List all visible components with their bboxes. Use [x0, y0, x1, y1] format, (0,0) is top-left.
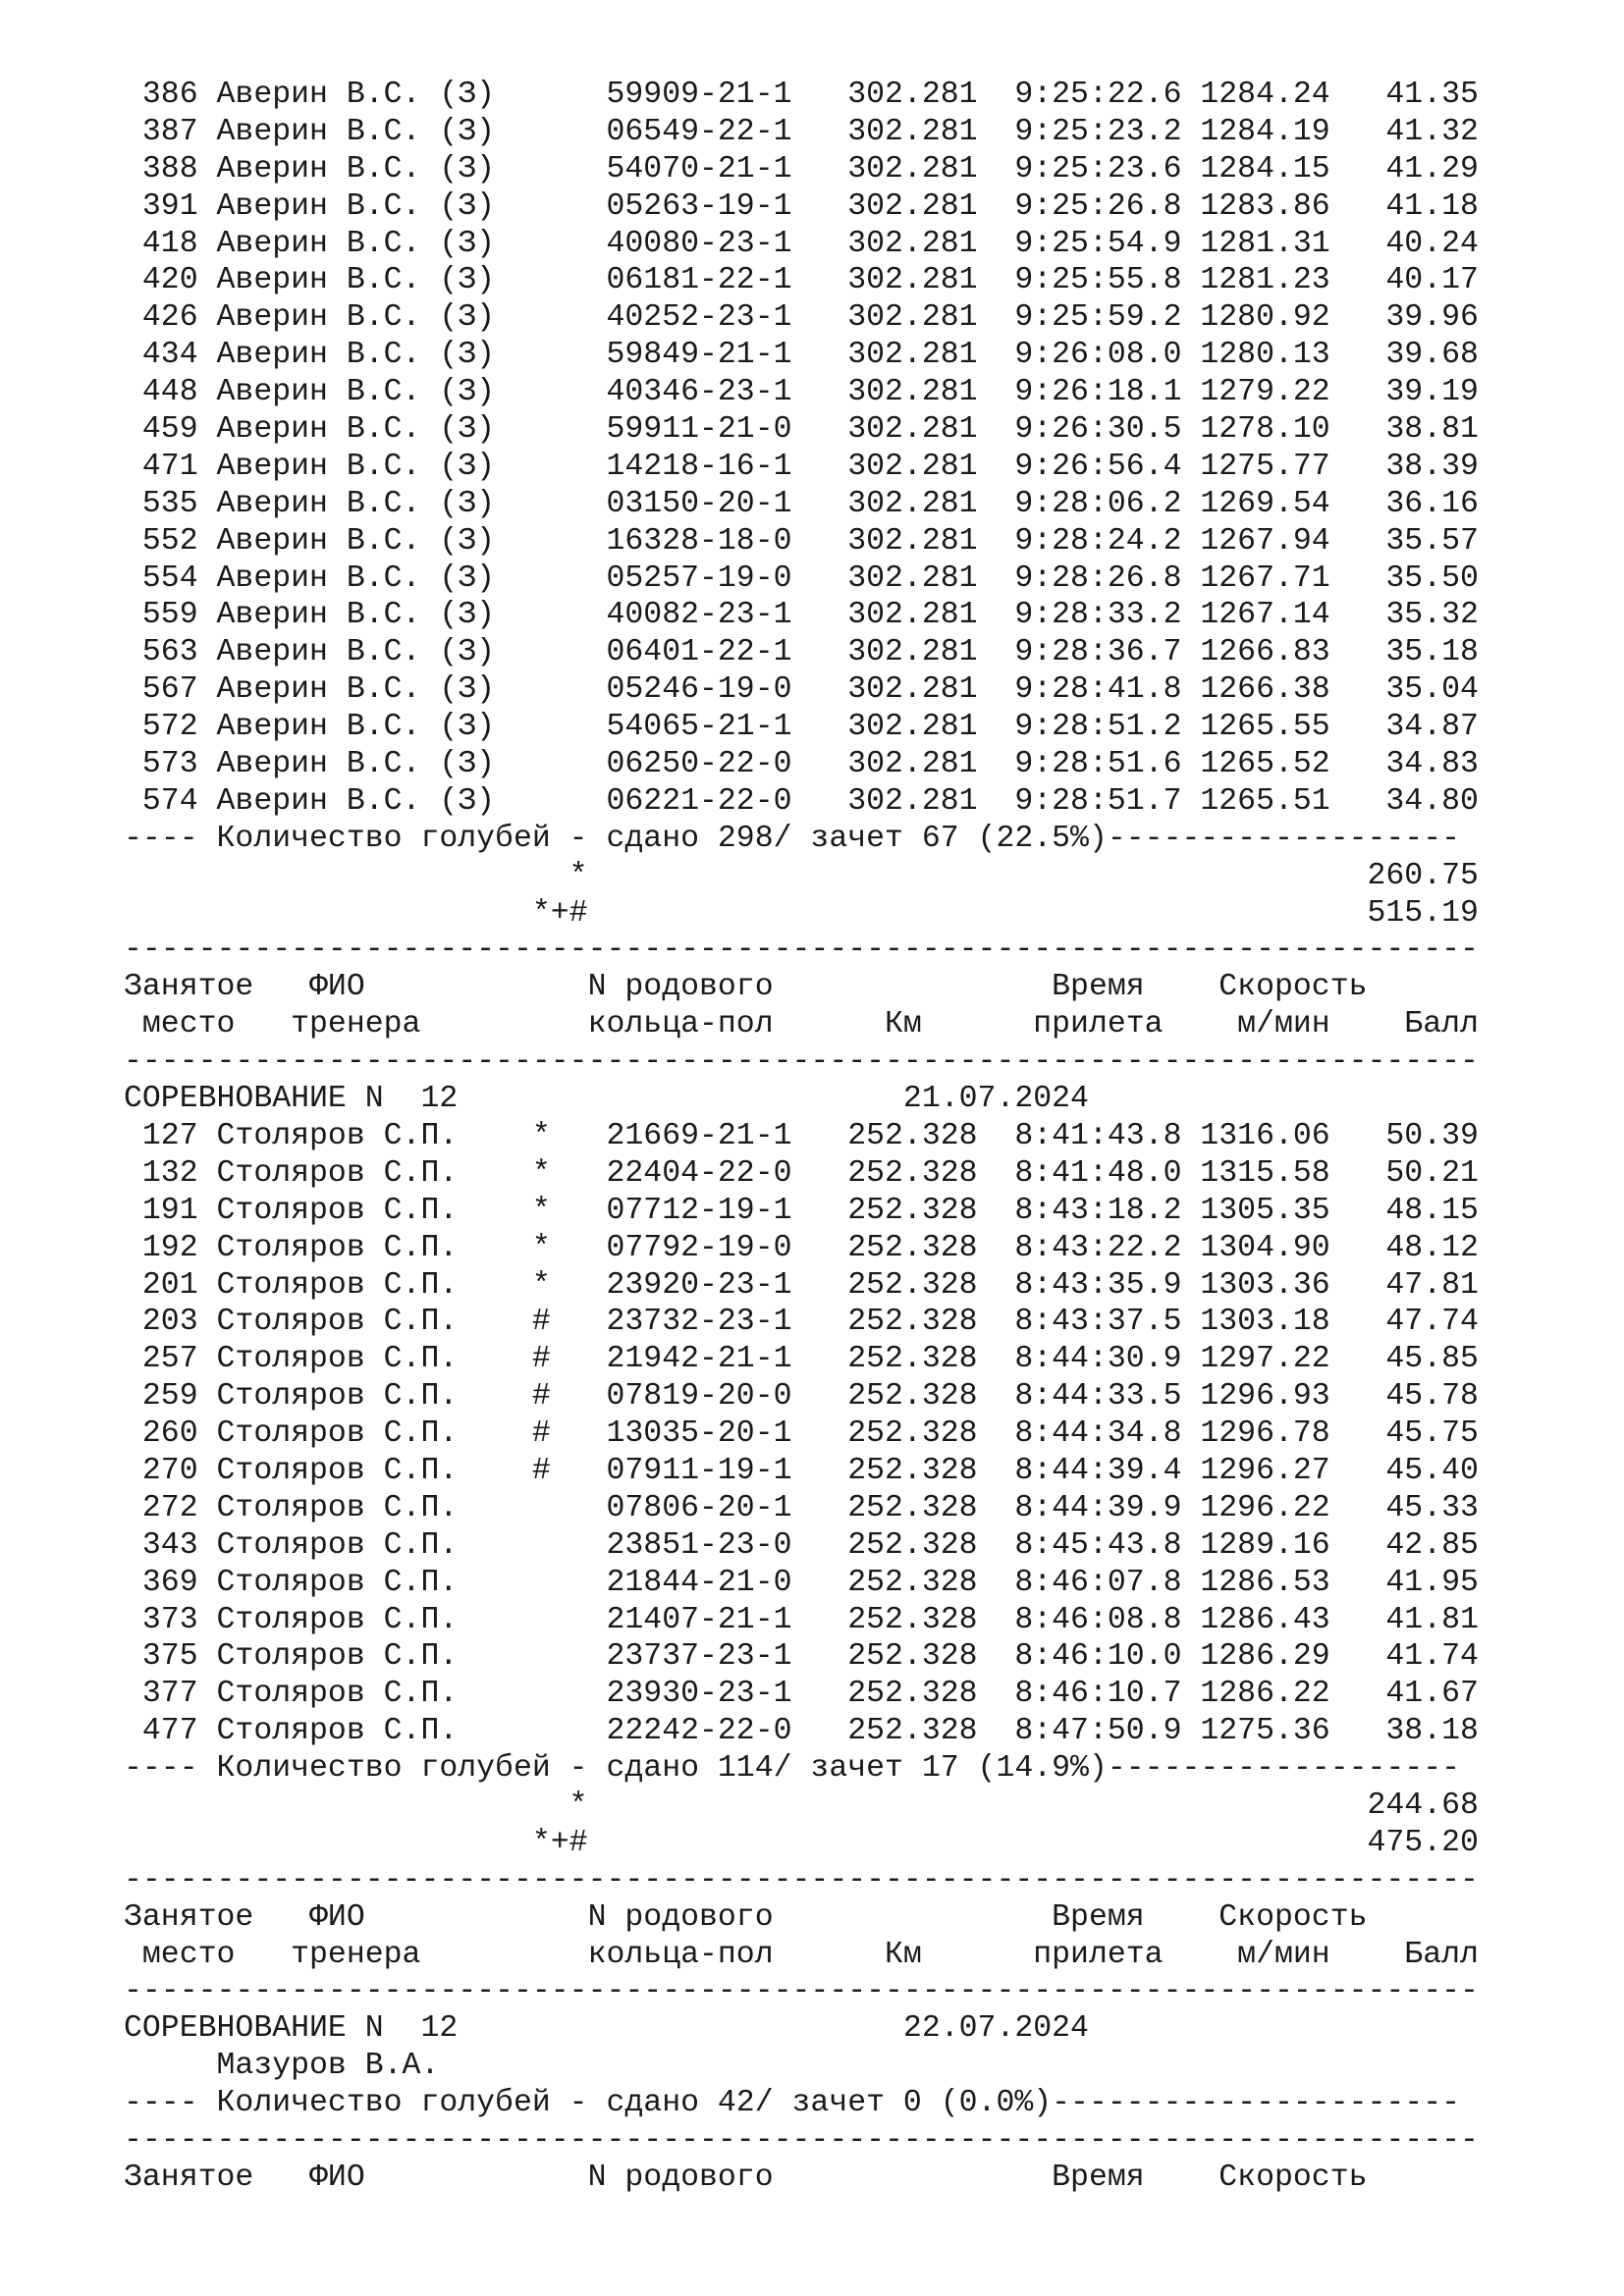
table-row: 259 Столяров С.П. # 07819-20-0 252.328 8:44:33.5 1296.93 45.78: [124, 1379, 1479, 1415]
table-row: 201 Столяров С.П. * 23920-23-1 252.328 8:43:35.9 1303.36 47.81: [124, 1267, 1479, 1303]
column-header: Занятое ФИО N родового Время Скорость: [124, 2160, 1368, 2195]
table-row: 477 Столяров С.П. 22242-22-0 252.328 8:47:50.9 1275.36 38.18: [124, 1714, 1479, 1749]
table-row: 375 Столяров С.П. 23737-23-1 252.328 8:46:10.0 1286.29 41.74: [124, 1639, 1479, 1675]
table-row: 260 Столяров С.П. # 13035-20-1 252.328 8:44:34.8 1296.78 45.75: [124, 1416, 1479, 1452]
table-row: 386 Аверин В.С. (З) 59909-21-1 302.281 9:25:22.6 1284.24 41.35: [124, 78, 1479, 112]
total-line: *+# 475.20: [124, 1825, 1479, 1860]
table-row: 391 Аверин В.С. (З) 05263-19-1 302.281 9:25:26.8 1283.86 41.18: [124, 188, 1479, 224]
divider: -------------------------------------------------------------------------: [124, 2122, 1479, 2158]
table-row: 388 Аверин В.С. (З) 54070-21-1 302.281 9:25:23.6 1284.15 41.29: [124, 151, 1479, 187]
total-line: * 244.68: [124, 1788, 1479, 1823]
table-row: 418 Аверин В.С. (З) 40080-23-1 302.281 9:25:54.9 1281.31 40.24: [124, 226, 1479, 261]
table-row: 387 Аверин В.С. (З) 06549-22-1 302.281 9:25:23.2 1284.19 41.32: [124, 114, 1479, 149]
table-row: 448 Аверин В.С. (З) 40346-23-1 302.281 9:26:18.1 1279.22 39.19: [124, 375, 1479, 410]
table-row: 203 Столяров С.П. # 23732-23-1 252.328 8:43:37.5 1303.18 47.74: [124, 1305, 1479, 1340]
column-header: Занятое ФИО N родового Время Скорость: [124, 970, 1368, 1005]
divider: -------------------------------------------------------------------------: [124, 1044, 1479, 1080]
total-line: *+# 515.19: [124, 895, 1479, 931]
table-row: 552 Аверин В.С. (З) 16328-18-0 302.281 9:28:24.2 1267.94 35.57: [124, 523, 1479, 559]
divider: -------------------------------------------------------------------------: [124, 1862, 1479, 1897]
summary-line: ---- Количество голубей - сдано 114/ зачет 17 (14.9%)-------------------: [124, 1751, 1461, 1787]
total-line: * 260.75: [124, 858, 1479, 893]
divider: -------------------------------------------------------------------------: [124, 933, 1479, 968]
table-row: 127 Столяров С.П. * 21669-21-1 252.328 8:41:43.8 1316.06 50.39: [124, 1118, 1479, 1153]
table-row: 573 Аверин В.С. (З) 06250-22-0 302.281 9:28:51.6 1265.52 34.83: [124, 747, 1479, 782]
table-row: 191 Столяров С.П. * 07712-19-1 252.328 8:43:18.2 1305.35 48.15: [124, 1193, 1479, 1228]
table-row: 434 Аверин В.С. (З) 59849-21-1 302.281 9:26:08.0 1280.13 39.68: [124, 338, 1479, 373]
trainer-name: Мазуров В.А.: [124, 2049, 440, 2084]
results-document: [124, 77, 1479, 2197]
competition-title: СОРЕВНОВАНИЕ N 12 21.07.2024: [124, 1082, 1089, 1117]
table-row: 572 Аверин В.С. (З) 54065-21-1 302.281 9:28:51.2 1265.55 34.87: [124, 710, 1479, 745]
table-row: 373 Столяров С.П. 21407-21-1 252.328 8:46:08.8 1286.43 41.81: [124, 1602, 1479, 1637]
table-row: 535 Аверин В.С. (З) 03150-20-1 302.281 9:28:06.2 1269.54 36.16: [124, 486, 1479, 521]
table-row: 377 Столяров С.П. 23930-23-1 252.328 8:46:10.7 1286.22 41.67: [124, 1677, 1479, 1712]
table-row: 567 Аверин В.С. (З) 05246-19-0 302.281 9:28:41.8 1266.38 35.04: [124, 672, 1479, 708]
column-header: место тренера кольца-пол Км прилета м/мин Балл: [124, 1007, 1479, 1042]
table-row: 272 Столяров С.П. 07806-20-1 252.328 8:44:39.9 1296.22 45.33: [124, 1490, 1479, 1525]
table-row: 270 Столяров С.П. # 07911-19-1 252.328 8:44:39.4 1296.27 45.40: [124, 1453, 1479, 1488]
table-row: 369 Столяров С.П. 21844-21-0 252.328 8:46:07.8 1286.53 41.95: [124, 1565, 1479, 1600]
table-row: 426 Аверин В.С. (З) 40252-23-1 302.281 9:25:59.2 1280.92 39.96: [124, 300, 1479, 336]
table-row: 132 Столяров С.П. * 22404-22-0 252.328 8:41:48.0 1315.58 50.21: [124, 1155, 1479, 1191]
table-row: 471 Аверин В.С. (З) 14218-16-1 302.281 9:26:56.4 1275.77 38.39: [124, 449, 1479, 484]
summary-line: ---- Количество голубей - сдано 42/ зачет 0 (0.0%)----------------------: [124, 2086, 1461, 2121]
table-row: 192 Столяров С.П. * 07792-19-0 252.328 8:43:22.2 1304.90 48.12: [124, 1230, 1479, 1265]
table-row: 559 Аверин В.С. (З) 40082-23-1 302.281 9:28:33.2 1267.14 35.32: [124, 598, 1479, 633]
summary-line: ---- Количество голубей - сдано 298/ зачет 67 (22.5%)-------------------: [124, 821, 1461, 856]
column-header: Занятое ФИО N родового Время Скорость: [124, 1899, 1368, 1935]
column-header: место тренера кольца-пол Км прилета м/мин Балл: [124, 1937, 1479, 1972]
table-row: 257 Столяров С.П. # 21942-21-1 252.328 8:44:30.9 1297.22 45.85: [124, 1342, 1479, 1377]
table-row: 554 Аверин В.С. (З) 05257-19-0 302.281 9:28:26.8 1267.71 35.50: [124, 561, 1479, 596]
table-row: 459 Аверин В.С. (З) 59911-21-0 302.281 9:26:30.5 1278.10 38.81: [124, 412, 1479, 448]
table-row: 563 Аверин В.С. (З) 06401-22-1 302.281 9:28:36.7 1266.83 35.18: [124, 635, 1479, 670]
competition-title: СОРЕВНОВАНИЕ N 12 22.07.2024: [124, 2011, 1089, 2047]
table-row: 574 Аверин В.С. (З) 06221-22-0 302.281 9:28:51.7 1265.51 34.80: [124, 783, 1479, 819]
divider: -------------------------------------------------------------------------: [124, 1974, 1479, 2009]
table-row: 420 Аверин В.С. (З) 06181-22-1 302.281 9:25:55.8 1281.23 40.17: [124, 263, 1479, 298]
table-row: 343 Столяров С.П. 23851-23-0 252.328 8:45:43.8 1289.16 42.85: [124, 1527, 1479, 1563]
